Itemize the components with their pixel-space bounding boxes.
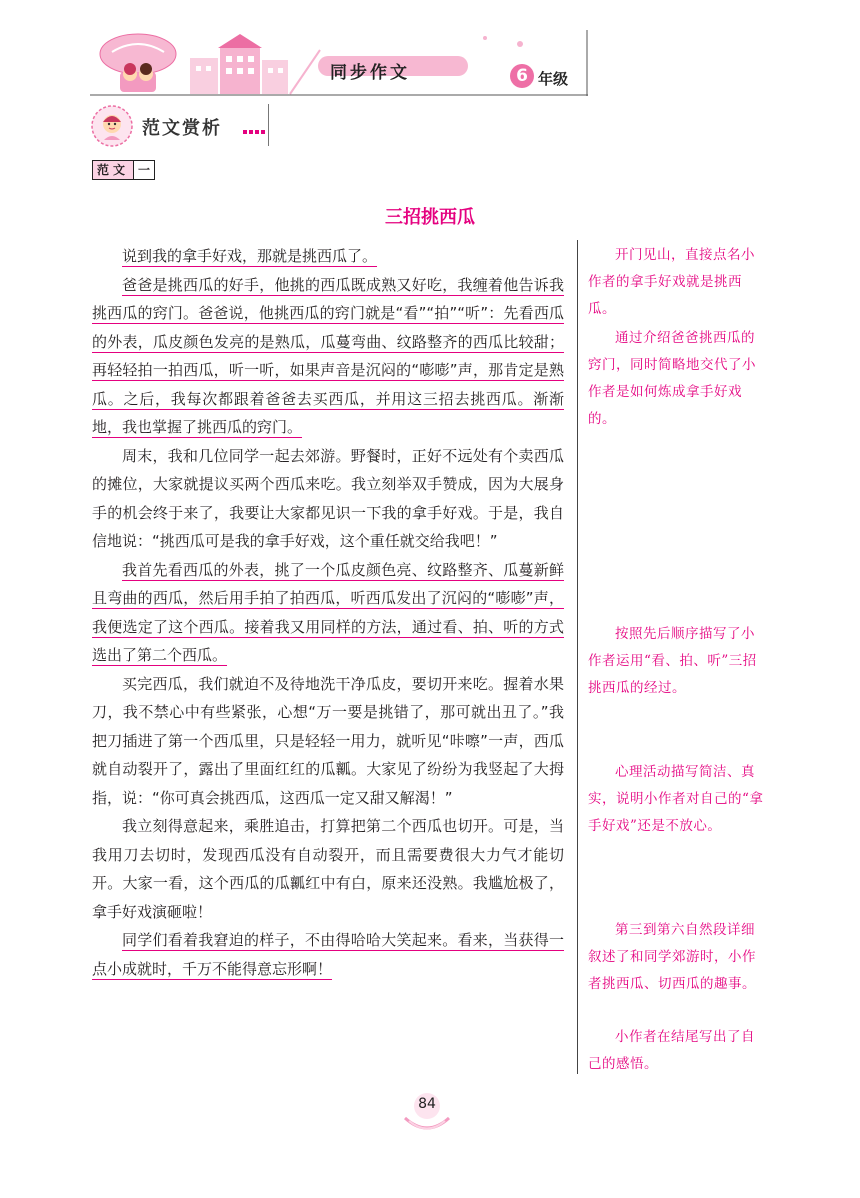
flower-girl-icon: [90, 104, 134, 148]
annotation-note: 小作者在结尾写出了自己的感悟。: [588, 1029, 755, 1072]
section-divider: [268, 104, 269, 146]
annotation-note: 心理活动描写简洁、真实，说明小作者对自己的“拿手好戏”还是不放心。: [588, 764, 764, 834]
decorative-dots: [243, 129, 265, 135]
essay-paragraph: 周末，我和几位同学一起去郊游。野餐时，正好不远处有个卖西瓜的摊位，大家就提议买两个西瓜来吃。我立刻举双手赞成，因为大展身手的机会终于来了，我要让大家都见识一下我的拿手好戏。于是，我自信地说：“挑西瓜可是我的拿手好戏，这个重任就交给我吧！”: [92, 446, 564, 550]
sample-label: 范文: [93, 161, 133, 179]
essay-paragraph: 我首先看西瓜的外表，挑了一个瓜皮颜色亮、纹路整齐、瓜蔓新鲜且弯曲的西瓜，然后用手拍了拍西瓜，听西瓜发出了沉闷的“嘭嘭”声，我便选定了这个西瓜。接着我又用同样的方法，通过看、拍、听的方式选出了第二个西瓜。: [92, 560, 564, 664]
essay-paragraph: 买完西瓜，我们就迫不及待地洗干净瓜皮，要切开来吃。握着水果刀，我不禁心中有些紧张，心想“万一要是挑错了，那可就出丑了。”我把刀插进了第一个西瓜里，只是轻轻一用力，就听见“咔嚓”一声，西瓜就自动裂开了，露出了里面红红的瓜瓤。大家见了纷纷为我竖起了大拇指，说：“你可真会挑西瓜，这西瓜一定又甜又解渴！”: [92, 674, 564, 807]
essay-paragraph: 我立刻得意起来，乘胜追击，打算把第二个西瓜也切开。可是，当我用刀去切时，发现西瓜没有自动裂开，而且需要费很大力气才能切开。大家一看，这个西瓜的瓜瓤红中有白，原来还没熟。我尴尬极了，拿手好戏演砸啦！: [92, 817, 564, 921]
essay-body: [92, 242, 564, 983]
essay-paragraph: 说到我的拿手好戏，那就是挑西瓜了。: [122, 247, 378, 265]
sample-label-tag: [92, 160, 155, 180]
essay-paragraph: 同学们看着我窘迫的样子，不由得哈哈大笑起来。看来，当获得一点小成就时，千万不能得意忘形啊！: [92, 931, 564, 978]
annotation-note: 第三到第六自然段详细叙述了和同学郊游时，小作者挑西瓜、切西瓜的趣事。: [588, 922, 756, 992]
page-number: 84: [418, 1096, 436, 1112]
grade-number-badge: 6: [510, 64, 534, 88]
annotation-divider: [577, 240, 578, 1074]
book-title: 同步作文: [330, 63, 410, 83]
grade-label: 年级: [538, 70, 569, 88]
essay-title: 三招挑西瓜: [385, 207, 475, 228]
sample-number: 一: [133, 161, 154, 179]
essay-paragraph: 爸爸是挑西瓜的好手，他挑的西瓜既成熟又好吃，我缠着他告诉我挑西瓜的窍门。爸爸说，他挑西瓜的窍门就是“看”“拍”“听”：先看西瓜的外表，瓜皮颜色发亮的是熟瓜，瓜蔓弯曲、纹路整齐的西瓜比较甜；再轻轻拍一拍西瓜，听一听，如果声音是沉闷的“嘭嘭”声，那肯定是熟瓜。之后，我每次都跟着爸爸去买西瓜，并用这三招去挑西瓜。渐渐地，我也掌握了挑西瓜的窍门。: [92, 275, 564, 436]
annotation-note: 按照先后顺序描写了小作者运用“看、拍、听”三招挑西瓜的经过。: [588, 626, 757, 696]
annotation-note: 通过介绍爸爸挑西瓜的窍门，同时简略地交代了小作者是如何炼成拿手好戏的。: [588, 330, 756, 427]
section-title: 范文赏析: [142, 118, 222, 139]
annotation-note: 开门见山，直接点名小作者的拿手好戏就是挑西瓜。: [588, 247, 755, 317]
